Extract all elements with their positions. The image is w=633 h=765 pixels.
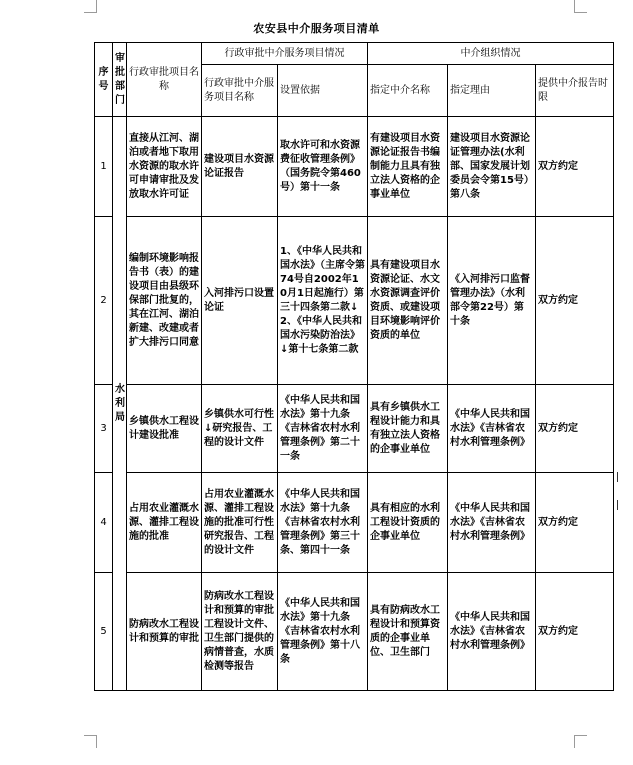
row-time-limit: 双方约定	[536, 117, 614, 217]
row-reason: 建设项目水资源论证管理办法(水利部、国家发展计划委员会令第15号）第八条	[448, 117, 536, 217]
table-row	[95, 385, 614, 473]
document-title: 农安县中介服务项目清单	[253, 22, 380, 35]
row-approval-item: 直接从江河、湖泊或者地下取用水资源的取水许可申请审批及发放取水许可证	[127, 117, 202, 217]
row-agency-name: 具有相应的水利工程设计资质的企事业单位	[368, 473, 448, 573]
row-agency-name: 具有建设项目水资源论证、水文水资源调查评价资质、或建设项目环境影响评价资质的单位	[368, 217, 448, 385]
table-row	[95, 217, 614, 385]
table-row	[95, 117, 614, 217]
header-seq: 序号	[95, 43, 113, 117]
row-basis: 1、《中华人民共和国水法》（主席令第74号自2002年10月1日起施行）第三十四条第二款↓2、《中华人民共和国水污染防治法》↓第十七条第二款	[278, 217, 368, 385]
row-time-limit: 双方约定	[536, 573, 614, 691]
margin-marker	[617, 472, 618, 482]
row-basis: 《中华人民共和国水法》第十九条《吉林省农村水利管理条例》第十八条	[278, 573, 368, 691]
row-time-limit: 双方约定	[536, 385, 614, 473]
row-approval-item: 编制环境影响报告书（表）的建设项目由县级环保部门批复的，其在江河、湖泊新建、改建或者扩大排污口同意	[127, 217, 202, 385]
row-reason: 《中华人民共和国水法》《吉林省农村水利管理条例》	[448, 473, 536, 573]
header-basis: 设置依据	[278, 65, 368, 117]
row-reason: 《中华人民共和国水法》《吉林省农村水利管理条例》	[448, 573, 536, 691]
table-row	[95, 473, 614, 573]
row-service-name: 乡镇供水可行性↓研究报告、工程的设计文件	[202, 385, 278, 473]
row-service-name: 入河排污口设置论证	[202, 217, 278, 385]
header-approval-item: 行政审批项目名称	[127, 43, 202, 117]
crop-mark-bottom-left	[84, 735, 97, 748]
row-approval-item: 乡镇供水工程设计建设批准	[127, 385, 202, 473]
service-list-table	[94, 42, 614, 691]
header-reason: 指定理由	[448, 65, 536, 117]
row-reason: 《中华人民共和国水法》《吉林省农村水利管理条例》	[448, 385, 536, 473]
margin-marker	[617, 500, 618, 510]
row-seq: 3	[95, 385, 113, 473]
crop-mark-top-left	[84, 0, 97, 13]
row-basis: 取水许可和水资源费征收管理条例》（国务院令第460号）第十一条	[278, 117, 368, 217]
row-approval-item: 占用农业灌溉水源、灌排工程设施的批准	[127, 473, 202, 573]
crop-mark-top-right	[574, 0, 587, 13]
row-seq: 1	[95, 117, 113, 217]
row-basis: 《中华人民共和国水法》第十九条《吉林省农村水利管理条例》第二十一条	[278, 385, 368, 473]
row-basis: 《中华人民共和国水法》第十九条《吉林省农村水利管理条例》第三十条、第四十一条	[278, 473, 368, 573]
row-service-name: 防病改水工程设计和预算的审批工程设计文件、卫生部门提供的病情普查，水质检测等报告	[202, 573, 278, 691]
row-seq: 4	[95, 473, 113, 573]
row-agency-name: 具有防病改水工程设计和预算资质的企事业单位、卫生部门	[368, 573, 448, 691]
header-group-service: 行政审批中介服务项目情况	[202, 43, 368, 65]
header-agency-name: 指定中介名称	[368, 65, 448, 117]
row-reason: 《入河排污口监督管理办法》（水利部令第22号）第十条	[448, 217, 536, 385]
row-seq: 5	[95, 573, 113, 691]
row-seq: 2	[95, 217, 113, 385]
row-service-name: 建设项目水资源论证报告	[202, 117, 278, 217]
row-service-name: 占用农业灌溉水源、灌排工程设施的批准可行性研究报告、工程的设计文件	[202, 473, 278, 573]
dept-cell: 水利局	[113, 117, 127, 691]
row-agency-name: 有建设项目水资源论证报告书编制能力且具有独立法人资格的企事业单位	[368, 117, 448, 217]
row-time-limit: 双方约定	[536, 473, 614, 573]
table-row	[95, 573, 614, 691]
header-service-name: 行政审批中介服务项目名称	[202, 65, 278, 117]
crop-mark-bottom-right	[574, 735, 587, 748]
row-agency-name: 具有乡镇供水工程设计能力和具有独立法人资格的企事业单位	[368, 385, 448, 473]
header-time-limit: 提供中介报告时限	[536, 65, 614, 117]
row-time-limit: 双方约定	[536, 217, 614, 385]
header-dept: 审批部门	[113, 43, 127, 117]
row-approval-item: 防病改水工程设计和预算的审批	[127, 573, 202, 691]
header-group-agency: 中介组织情况	[368, 43, 614, 65]
